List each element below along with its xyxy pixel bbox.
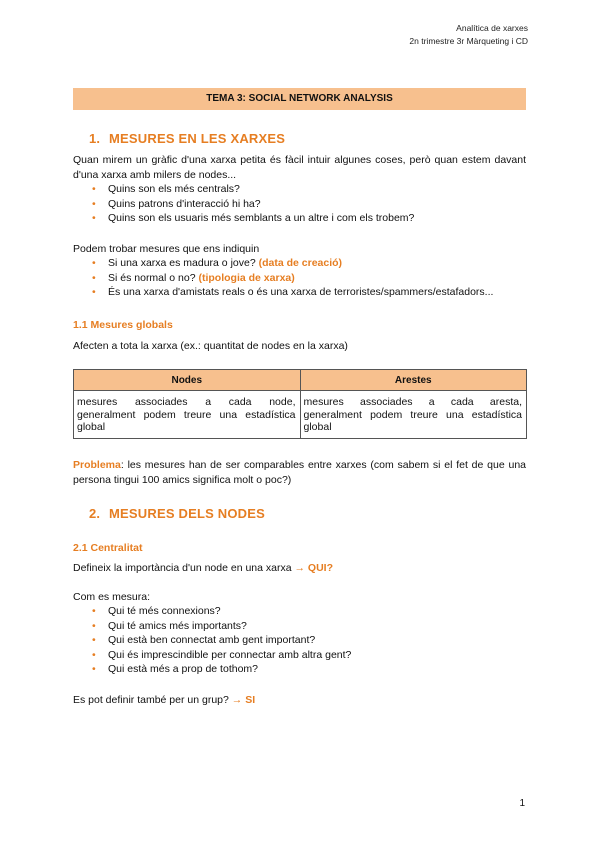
definition-accent: → QUI? [294,562,333,574]
section-2-number: 2. [89,506,101,521]
centrality-definition [73,561,526,576]
group-text: Es pot definir també per un grup? [73,694,229,706]
table-cell-edges: mesures associades a cada aresta, generalment podem treure una estadística global [300,391,527,439]
page-header [409,22,528,48]
header-course: Analítica de xarxes [456,23,528,33]
topic-banner: TEMA 3: SOCIAL NETWORK ANALYSIS [73,88,526,110]
questions-list [92,182,414,226]
list-item-accent: (tipologia de xarxa) [198,271,295,284]
measures-intro: Podem trobar mesures que ens indiquin [73,243,260,255]
list-item [92,285,493,300]
list-item: • Qui està ben connectat amb gent important? [92,633,351,648]
subsection-1-1-title: 1.1 Mesures globals [73,319,173,331]
list-item: • Qui és imprescindible per connectar amb altra gent? [92,648,351,663]
table-cell-nodes: mesures associades a cada node, generalment podem treure una estadística global [74,391,301,439]
list-item: • Quins son els més centrals? [92,182,414,197]
header-term: 2n trimestre 3r Màrqueting i CD [409,36,528,46]
problem-paragraph [73,458,526,487]
list-item-text: Si és normal o no? [108,271,196,284]
page-number: 1 [519,798,525,809]
table-header-edges: Arestes [300,370,527,391]
table-header-nodes: Nodes [74,370,301,391]
group-question [73,693,526,708]
table-header-row [74,370,527,391]
list-item-text: Si una xarxa es madura o jove? [108,257,256,269]
section-1-heading [73,131,285,146]
section-2-title: MESURES DELS NODES [109,506,266,521]
measures-table [73,369,527,439]
section-1-intro: Quan mirem un gràfic d'una xarxa petita és fàcil intuir algunes coses, però quan estem davant d'una xarxa amb milers de nodes... [73,154,526,181]
list-item-accent: (data de creació) [258,257,343,269]
group-accent: → SI [231,694,256,706]
subsection-2-1-title: 2.1 Centralitat [73,542,143,554]
list-item-text: És una xarxa d'amistats reals o és una xarxa de terroristes/spammers/estafadors... [108,286,494,298]
list-item: • Qui té més connexions? [92,604,351,619]
list-item [92,256,493,271]
subsection-1-1-text: Afecten a tota la xarxa (ex.: quantitat de nodes en la xarxa) [73,340,348,352]
list-item: • Qui té amics més importants? [92,619,351,634]
list-item: • Quins son els usuaris més semblants a un altre i com els trobem? [92,211,414,226]
definition-text: Defineix la importància d'un node en una xarxa [73,562,292,574]
section-2-heading [73,506,265,521]
section-1-title: MESURES EN LES XARXES [109,131,286,146]
table-row [74,391,527,439]
problem-label: Problema [73,459,121,471]
list-item [92,271,493,286]
how-intro: Com es mesura: [73,591,151,603]
list-item: • Quins patrons d'interacció hi ha? [92,197,414,212]
list-item: • Qui està més a prop de tothom? [92,662,351,677]
how-list [92,604,351,677]
measures-list [92,256,493,300]
section-1-number: 1. [89,131,101,146]
problem-text: : les mesures han de ser comparables entre xarxes (com sabem si el fet de que una persona tingui 100 amics significa molt o poc?) [73,459,526,486]
